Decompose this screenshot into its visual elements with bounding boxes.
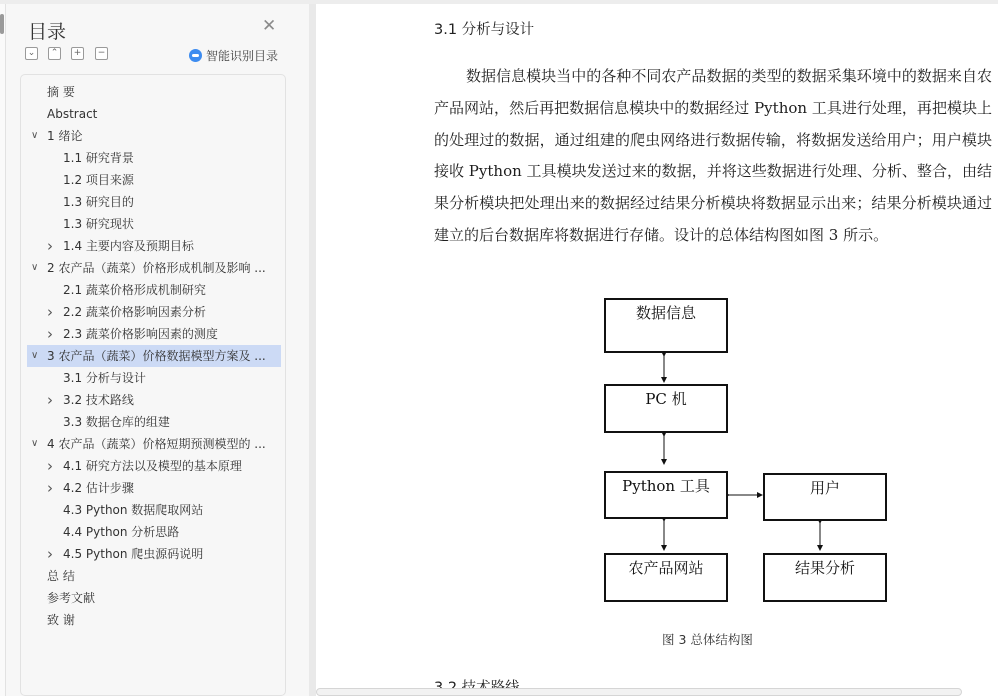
toc-item[interactable] — [27, 235, 281, 257]
close-icon[interactable]: ✕ — [262, 16, 277, 36]
box-pc: PC 机 — [604, 384, 728, 433]
toc-item-label: 2.2 蔬菜价格影响因素分析 — [63, 305, 206, 319]
remove-icon[interactable]: − — [95, 47, 108, 60]
chevron-right-icon[interactable]: › — [47, 325, 53, 343]
toc-item[interactable] — [27, 301, 281, 323]
toc-item[interactable] — [27, 565, 281, 587]
smart-toc-label: 智能识别目录 — [206, 49, 279, 63]
box-user: 用户 — [763, 473, 887, 521]
chevron-down-icon[interactable]: ∨ — [31, 438, 39, 449]
body-paragraph: 数据信息模块当中的各种不同农产品数据的类型的数据采集环境中的数据来自农产品网站，然后再把数据信息模块中的数据经过 Python 工具进行处理，再把模块上的处理过的数据，通过组建的爬虫网络进行数据传输，将数据发送给用户；用户模块接收 Python 工具模块发送过来的数据，并将这些数据进行处理、分析、整合，由结果分析模块把处理出来的数据经过结果分析模块将数据显示出来；结果分析模块通过建立的后台数据库将数据进行存储。设计的总体结构图如图 3 所示。 — [434, 67, 992, 244]
toc-item-label: Abstract — [47, 107, 98, 121]
box-result-analysis: 结果分析 — [763, 553, 887, 602]
collapse-all-icon[interactable]: ⌄ — [25, 47, 38, 60]
box-data-info: 数据信息 — [604, 298, 728, 353]
toc-item[interactable] — [27, 455, 281, 477]
chevron-right-icon[interactable]: › — [47, 545, 53, 563]
chevron-down-icon[interactable]: ∨ — [31, 350, 39, 361]
chevron-right-icon[interactable]: › — [47, 457, 53, 475]
toc-item[interactable] — [27, 521, 281, 543]
toc-item-label: 1.2 项目来源 — [63, 173, 134, 187]
toc-item-label: 4 农产品（蔬菜）价格短期预测模型的 ... — [47, 437, 266, 451]
chevron-down-icon[interactable]: ∨ — [31, 262, 39, 273]
toc-item-label: 1.3 研究现状 — [63, 217, 134, 231]
chevron-right-icon[interactable]: › — [47, 391, 53, 409]
toc-item[interactable] — [27, 499, 281, 521]
toc-sidebar — [6, 4, 309, 696]
toc-item[interactable] — [27, 213, 281, 235]
toc-item-label: 2.1 蔬菜价格形成机制研究 — [63, 283, 206, 297]
add-icon[interactable]: + — [71, 47, 84, 60]
toc-item[interactable] — [27, 477, 281, 499]
toc-item-label: 2.3 蔬菜价格影响因素的测度 — [63, 327, 218, 341]
toc-item[interactable] — [27, 609, 281, 631]
toc-item[interactable] — [27, 389, 281, 411]
toc-item[interactable] — [27, 103, 281, 125]
toc-item-label: 1.1 研究背景 — [63, 151, 134, 165]
toc-item[interactable] — [27, 367, 281, 389]
toc-item[interactable] — [27, 411, 281, 433]
smart-toc-button[interactable] — [189, 47, 278, 64]
toc-item-label: 参考文献 — [47, 591, 96, 605]
toc-item[interactable] — [27, 125, 281, 147]
toc-item[interactable] — [27, 279, 281, 301]
toc-item-label: 总 结 — [47, 569, 75, 583]
toc-item[interactable] — [27, 587, 281, 609]
ai-icon — [189, 49, 202, 62]
toc-item[interactable] — [27, 543, 281, 565]
toc-item-label: 1.4 主要内容及预期目标 — [63, 239, 194, 253]
toc-item[interactable] — [27, 345, 281, 367]
sidebar-title: 目录 — [28, 21, 67, 43]
box-python-tool: Python 工具 — [604, 471, 728, 519]
toc-item-label: 1 绪论 — [47, 129, 83, 143]
toc-item-label: 摘 要 — [47, 85, 75, 99]
toc-item[interactable] — [27, 147, 281, 169]
chevron-right-icon[interactable]: › — [47, 303, 53, 321]
expand-icon[interactable]: ⌃ — [48, 47, 61, 60]
toc-list — [20, 74, 286, 696]
toc-item-label: 4.4 Python 分析思路 — [63, 525, 180, 539]
toc-item[interactable] — [27, 323, 281, 345]
toc-item-label: 3.3 数据仓库的组建 — [63, 415, 170, 429]
toc-item-label: 1.3 研究目的 — [63, 195, 134, 209]
toc-item[interactable] — [27, 191, 281, 213]
toc-item-label: 3.1 分析与设计 — [63, 371, 146, 385]
toc-item[interactable] — [27, 433, 281, 455]
toc-item[interactable] — [27, 81, 281, 103]
chevron-right-icon[interactable]: › — [47, 479, 53, 497]
toc-item[interactable] — [27, 169, 281, 191]
figure-caption: 图 3 总体结构图 — [662, 632, 753, 647]
toc-item-label: 2 农产品（蔬菜）价格形成机制及影响 ... — [47, 261, 266, 275]
panel-grip[interactable] — [0, 14, 4, 34]
chevron-right-icon[interactable]: › — [47, 237, 53, 255]
toc-item-label: 致 谢 — [47, 613, 75, 627]
toc-item-label: 3 农产品（蔬菜）价格数据模型方案及 ... — [47, 349, 266, 363]
chevron-down-icon[interactable]: ∨ — [31, 130, 39, 141]
toc-item-label: 3.2 技术路线 — [63, 393, 134, 407]
toc-item-label: 4.5 Python 爬虫源码说明 — [63, 547, 204, 561]
toc-item[interactable] — [27, 257, 281, 279]
horizontal-scrollbar[interactable] — [316, 688, 962, 696]
box-agri-site: 农产品网站 — [604, 553, 728, 602]
toc-item-label: 4.1 研究方法以及模型的基本原理 — [63, 459, 242, 473]
toc-item-label: 4.3 Python 数据爬取网站 — [63, 503, 204, 517]
section-title: 3.1 分析与设计 — [434, 22, 535, 38]
toc-item-label: 4.2 估计步骤 — [63, 481, 134, 495]
document-page — [316, 4, 998, 696]
